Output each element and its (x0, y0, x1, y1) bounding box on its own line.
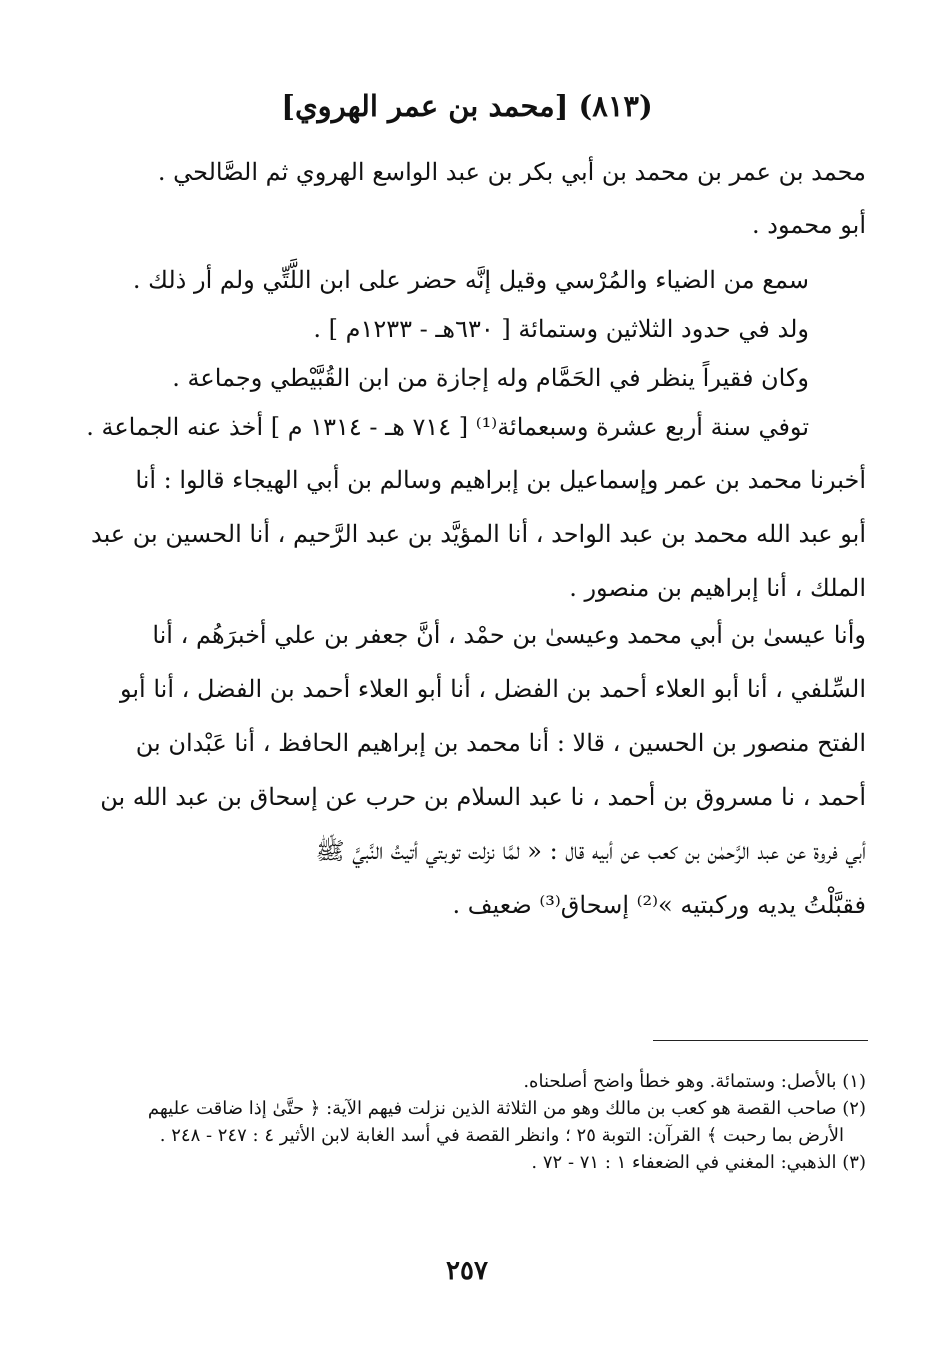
footnote-3: (٣) الذهبي: المغني في الضعفاء ١ : ٧١ - ٧٢ . (531, 1152, 866, 1173)
isnad-line: أبي فروة عن عبد الرَّحمٰن بن كعب عن أبيه قال : « لمَّا نزلت توبتي أتيتُ النَّبيَّ ﷺ (315, 837, 866, 865)
biography-header (66, 146, 866, 252)
isnad-line: الفتح منصور بن الحسين ، قالا : أنا محمد بن إبراهيم الحافظ ، أنا عَبْدان بن (135, 729, 866, 757)
footnote-separator (653, 1040, 868, 1041)
biography-kunya: أبو محمود . (752, 211, 866, 239)
biography-line: سمع من الضياء والمُرْسي وقيل إنَّه حضر على ابن اللَّتِّي ولم أر ذلك . (132, 266, 809, 294)
entry-title: (٨١٣) [محمد بن عمر الهروي] (281, 89, 653, 123)
isnad-paragraph-2 (66, 608, 866, 932)
isnad-paragraph-1 (66, 453, 866, 615)
isnad-line: السِّلفي ، أنا أبو العلاء أحمد بن الفضل ، أنا أبو العلاء أحمد بن الفضل ، أنا أبو (119, 675, 866, 703)
footnote-2-continued: الأرض بما رحبت ﴾ القرآن: التوبة ٢٥ ؛ وانظر القصة في أسد الغابة لابن الأثير ٤ : ٢٤٧ - ٢٤٨ . (159, 1125, 844, 1146)
isnad-line: أحمد ، نا مسروق بن أحمد ، نا عبد السلام بن حرب عن إسحاق بن عبد الله بن (100, 783, 866, 811)
biography-line: ولد في حدود الثلاثين وستمائة [ ٦٣٠هـ - ١٢٣٣م ] . (313, 315, 809, 343)
isnad-line: أبو عبد الله محمد بن عبد الواحد ، أنا المؤيَّد بن عبد الرَّحيم ، أنا الحسين بن عبد (90, 520, 866, 548)
isnad-line: وأنا عيسىٰ بن أبي محمد وعيسىٰ بن حمْد ، أنَّ جعفر بن علي أخبرَهُم ، أنا (152, 621, 866, 649)
biography-line: وكان فقيراً ينظر في الحَمَّام وله إجازة من ابن القُبَّيْطي وجماعة . (172, 364, 809, 392)
footnote-2: (٢) صاحب القصة هو كعب بن مالك وهو من الثلاثة الذين نزلت فيهم الآية: ﴿ حتَّىٰ إذا ضاقت عليهم (147, 1098, 866, 1119)
biography-full-name: محمد بن عمر بن محمد بن أبي بكر بن عبد الواسع الهروي ثم الصَّالحي . (157, 158, 866, 186)
isnad-line: فقبَّلْتُ يديه وركبتيه »⁽²⁾ إسحاق⁽³⁾ ضعيف . (452, 891, 866, 919)
footnotes (66, 1068, 866, 1176)
isnad-line: أخبرنا محمد بن عمر وإسماعيل بن إبراهيم وسالم بن أبي الهيجاء قالوا : أنا (135, 466, 866, 494)
isnad-line: الملك ، أنا إبراهيم بن منصور . (569, 574, 866, 602)
footnote-1: (١) بالأصل: وستمائة. وهو خطأ واضح أصلحناه. (523, 1071, 866, 1092)
biography-details (69, 256, 809, 452)
page-number: ٢٥٧ (446, 1256, 488, 1286)
biography-line: توفي سنة أربع عشرة وسبعمائة⁽¹⁾ [ ٧١٤ هـ - ١٣١٤ م ] أخذ عنه الجماعة . (86, 413, 809, 441)
